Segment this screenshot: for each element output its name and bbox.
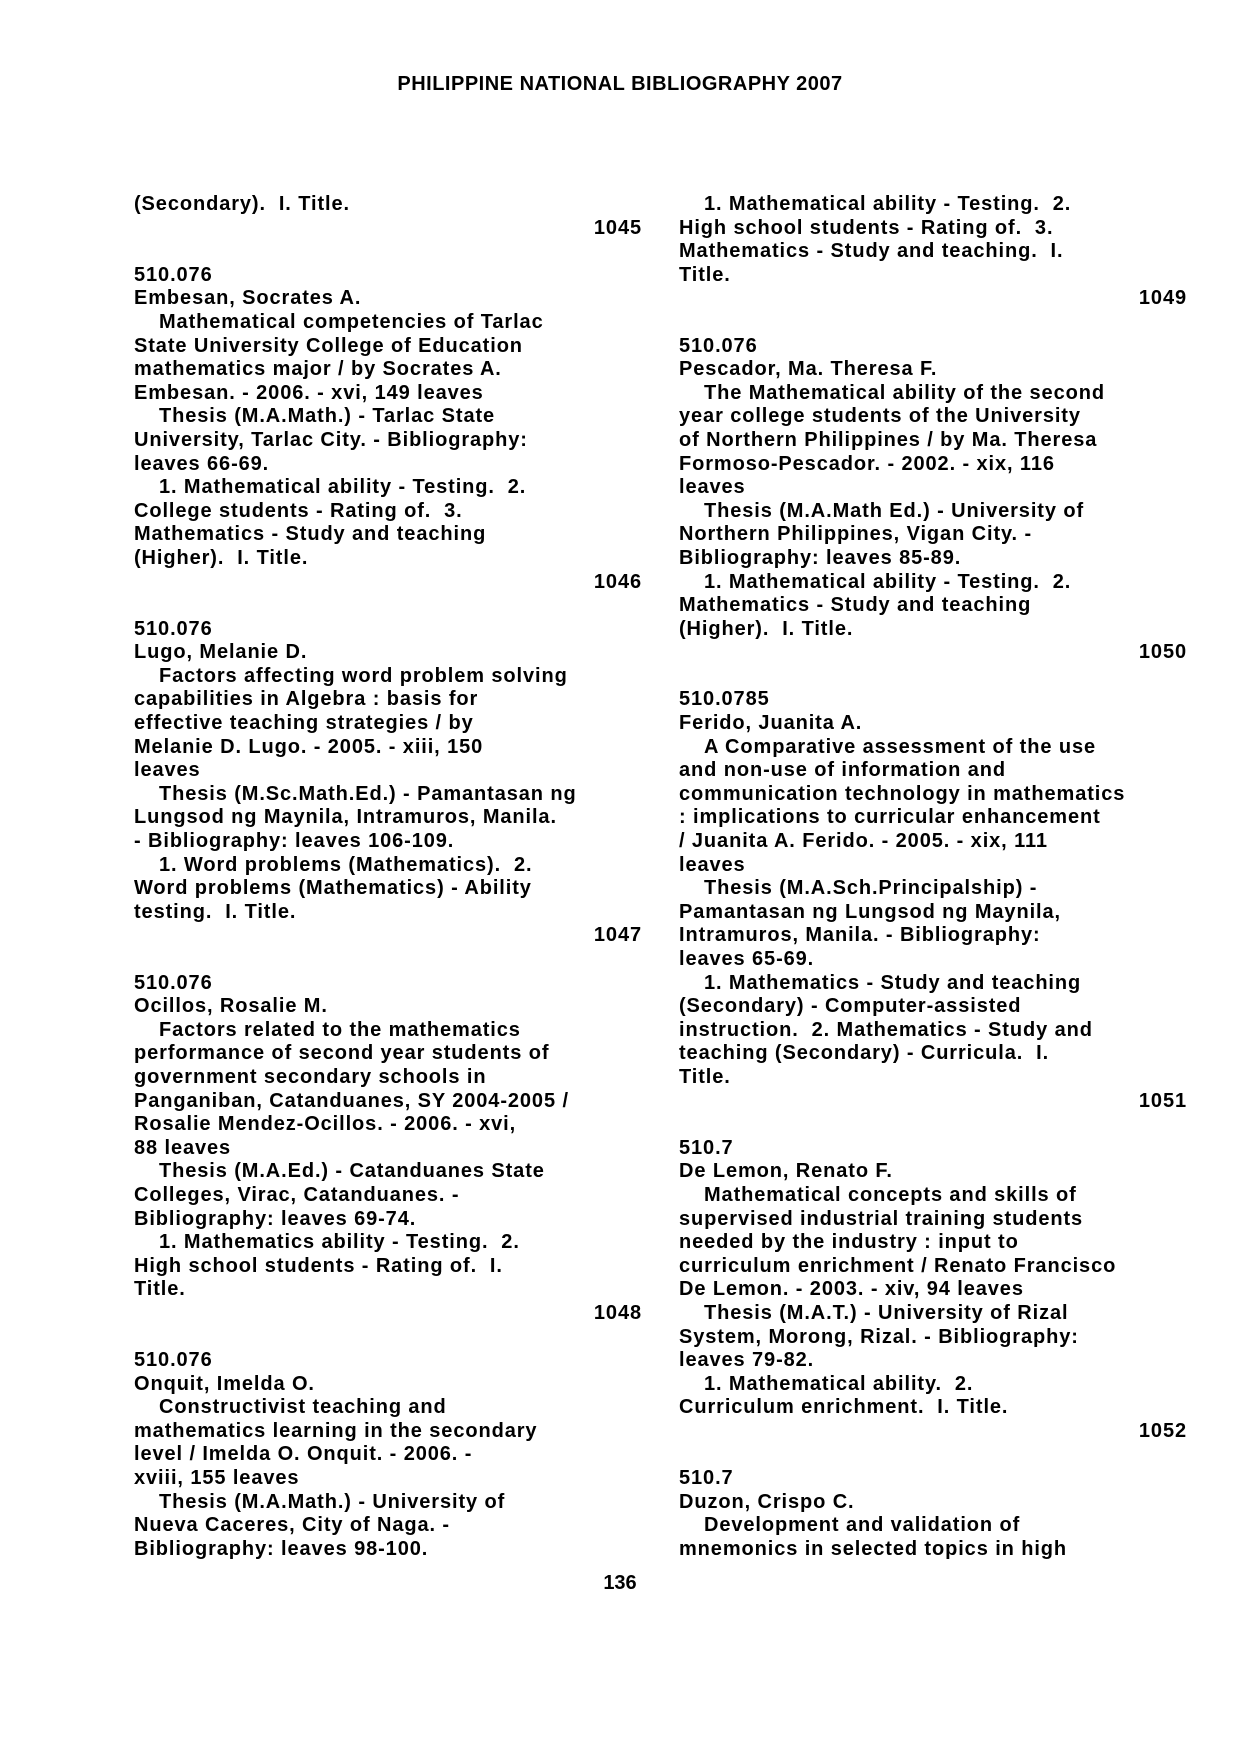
page-header-title: PHILIPPINE NATIONAL BIBLIOGRAPHY 2007 (397, 73, 843, 95)
entry-line: - Bibliography: leaves 106-109. (134, 830, 455, 853)
entry-line: (Secondary) - Computer-assisted (679, 995, 1022, 1018)
entry-line: Mathematics - Study and teaching (134, 523, 487, 546)
entry-number: 1048 (593, 1301, 642, 1324)
entry-line: Embesan. - 2006. - xvi, 149 leaves (134, 381, 484, 404)
entry-line: Title. (679, 263, 731, 286)
entry-line: Bibliography: leaves 98-100. (134, 1537, 429, 1560)
entry-line: High school students - Rating of. I. (134, 1254, 503, 1277)
entry-line: Onquit, Imelda O. (134, 1372, 315, 1395)
entry-line: Ocillos, Rosalie M. (134, 995, 328, 1018)
entry-line: of Northern Philippines / by Ma. Theresa (679, 428, 1098, 451)
entry-line: A Comparative assessment of the use (704, 735, 1096, 758)
entry-line: Thesis (M.A.Math.) - Tarlac State (159, 405, 496, 428)
entry-line: System, Morong, Rizal. - Bibliography: (679, 1325, 1079, 1348)
page-number: 136 (603, 1572, 637, 1594)
entry-line: 1. Mathematical ability - Testing. 2. (704, 570, 1072, 593)
entry-number: 1051 (1138, 1089, 1187, 1112)
entry-line: 1. Mathematics ability - Testing. 2. (159, 1231, 520, 1254)
entry-line: De Lemon, Renato F. (679, 1160, 893, 1183)
entry-line: Development and validation of (704, 1514, 1021, 1537)
entry-line: Title. (134, 1278, 186, 1301)
entry-line: leaves 65-69. (679, 948, 815, 970)
entry-line: Melanie D. Lugo. - 2005. - xiii, 150 (134, 735, 484, 758)
entry-number: 1047 (593, 924, 642, 947)
entry-line: Embesan, Socrates A. (134, 287, 362, 310)
entry-line: 1. Mathematics - Study and teaching (704, 971, 1082, 994)
entry-number: 1052 (1138, 1419, 1187, 1442)
entry-separator (134, 594, 642, 618)
entry-line: Bibliography: leaves 69-74. (134, 1207, 417, 1230)
entry-line: 510.076 (134, 617, 213, 640)
entry-line: and non-use of information and (679, 759, 1006, 782)
left-column (134, 193, 642, 1561)
entry-line: (Higher). I. Title. (679, 617, 854, 640)
entry-line: Thesis (M.A.Math.) - University of (159, 1490, 506, 1513)
entry-line: mnemonics in selected topics in high (679, 1537, 1068, 1560)
entry-line: Lungsod ng Maynila, Intramuros, Manila. (134, 806, 557, 829)
entry-separator (679, 311, 1187, 335)
entry-line: 1. Word problems (Mathematics). 2. (159, 853, 533, 876)
entry-line: 510.7 (679, 1136, 734, 1159)
entry-line: mathematics major / by Socrates A. (134, 358, 502, 381)
entry-line: Pamantasan ng Lungsod ng Maynila, (679, 900, 1061, 923)
entry-line: Mathematical competencies of Tarlac (159, 310, 544, 333)
entry-line: mathematics learning in the secondary (134, 1419, 538, 1442)
entry-line: Mathematics - Study and teaching. I. (679, 240, 1064, 263)
entry-line: communication technology in mathematics (679, 782, 1126, 805)
entry-line: Rosalie Mendez-Ocillos. - 2006. - xvi, (134, 1113, 517, 1136)
entry-line: testing. I. Title. (134, 900, 297, 923)
entry-separator (679, 665, 1187, 689)
entry-line: 510.076 (134, 263, 213, 286)
entry-line: College students - Rating of. 3. (134, 499, 463, 522)
right-column (679, 193, 1187, 1561)
entry-separator (679, 1443, 1187, 1467)
entry-line: capabilities in Algebra : basis for (134, 688, 479, 711)
entry-line: leaves (679, 476, 746, 499)
entry-line: instruction. 2. Mathematics - Study and (679, 1018, 1093, 1041)
entry-separator (679, 1113, 1187, 1137)
entry-line: Intramuros, Manila. - Bibliography: (679, 924, 1041, 947)
entry-line: (Higher). I. Title. (134, 546, 309, 569)
entry-line: Thesis (M.A.Ed.) - Catanduanes State (159, 1160, 545, 1183)
entry-number: 1049 (1138, 287, 1187, 310)
entry-line: 88 leaves (134, 1136, 232, 1159)
entry-line: Factors affecting word problem solving (159, 664, 568, 687)
entry-line: De Lemon. - 2003. - xiv, 94 leaves (679, 1278, 1024, 1301)
entry-line: Factors related to the mathematics (159, 1018, 521, 1041)
entry-line: Colleges, Virac, Catanduanes. - (134, 1183, 460, 1206)
entry-number: 1050 (1138, 641, 1187, 664)
entry-line: 510.7 (679, 1467, 734, 1490)
entry-line: leaves (679, 853, 746, 876)
entry-line: Curriculum enrichment. I. Title. (679, 1396, 1009, 1419)
entry-line: teaching (Secondary) - Curricula. I. (679, 1042, 1050, 1065)
entry-line: needed by the industry : input to (679, 1231, 1019, 1254)
entry-line: 510.0785 (679, 688, 770, 711)
entry-line: 510.076 (679, 334, 758, 357)
entry-separator (134, 240, 642, 264)
entry-line: leaves 66-69. (134, 452, 270, 475)
entry-line: 510.076 (134, 971, 213, 994)
entry-line: : implications to curricular enhancement (679, 806, 1101, 829)
entry-line: Duzon, Crispo C. (679, 1490, 855, 1513)
entry-line: Nueva Caceres, City of Naga. - (134, 1514, 450, 1537)
entry-line: Northern Philippines, Vigan City. - (679, 523, 1033, 546)
entry-line: year college students of the University (679, 405, 1081, 428)
entry-line: Pescador, Ma. Theresa F. (679, 358, 938, 381)
entry-line: Thesis (M.Sc.Math.Ed.) - Pamantasan ng (159, 782, 577, 805)
entry-line: curriculum enrichment / Renato Francisco (679, 1254, 1117, 1277)
entry-line: Bibliography: leaves 85-89. (679, 546, 962, 569)
entry-line: 510.076 (134, 1349, 213, 1372)
entry-line: Thesis (M.A.Math Ed.) - University of (704, 499, 1084, 522)
entry-line: Constructivist teaching and (159, 1396, 447, 1419)
entry-line: effective teaching strategies / by (134, 712, 474, 735)
entry-line: 1. Mathematical ability - Testing. 2. (704, 193, 1072, 215)
entry-separator (134, 948, 642, 972)
entry-line: High school students - Rating of. 3. (679, 216, 1054, 239)
entry-line: 1. Mathematical ability. 2. (704, 1372, 974, 1395)
entry-line: Mathematics - Study and teaching (679, 594, 1032, 617)
entry-line: / Juanita A. Ferido. - 2005. - xix, 111 (679, 830, 1048, 853)
entry-line: Word problems (Mathematics) - Ability (134, 877, 532, 900)
entry-line: Panganiban, Catanduanes, SY 2004-2005 / (134, 1089, 569, 1112)
entry-line: 1. Mathematical ability - Testing. 2. (159, 476, 527, 499)
entry-line: Thesis (M.A.T.) - University of Rizal (704, 1301, 1069, 1324)
entry-line: government secondary schools in (134, 1065, 487, 1088)
entry-separator (134, 1326, 642, 1350)
entry-line: level / Imelda O. Onquit. - 2006. - (134, 1443, 473, 1466)
entry-line: Title. (679, 1065, 731, 1088)
entry-line: (Secondary). I. Title. (134, 193, 350, 215)
entry-line: xviii, 155 leaves (134, 1467, 300, 1490)
entry-line: University, Tarlac City. - Bibliography: (134, 428, 528, 451)
entry-line: leaves 79-82. (679, 1349, 815, 1372)
entry-line: Thesis (M.A.Sch.Principalship) - (704, 877, 1038, 900)
entry-line: performance of second year students of (134, 1042, 550, 1065)
entry-line: Mathematical concepts and skills of (704, 1183, 1077, 1206)
entry-line: supervised industrial training students (679, 1207, 1084, 1230)
entry-line: Lugo, Melanie D. (134, 641, 308, 664)
entry-line: State University College of Education (134, 334, 523, 357)
entry-number: 1045 (593, 216, 642, 239)
entry-line: leaves (134, 759, 201, 782)
entry-line: Ferido, Juanita A. (679, 712, 863, 735)
entry-line: Formoso-Pescador. - 2002. - xix, 116 (679, 452, 1055, 475)
entry-number: 1046 (593, 570, 642, 593)
entry-line: The Mathematical ability of the second (704, 381, 1105, 404)
